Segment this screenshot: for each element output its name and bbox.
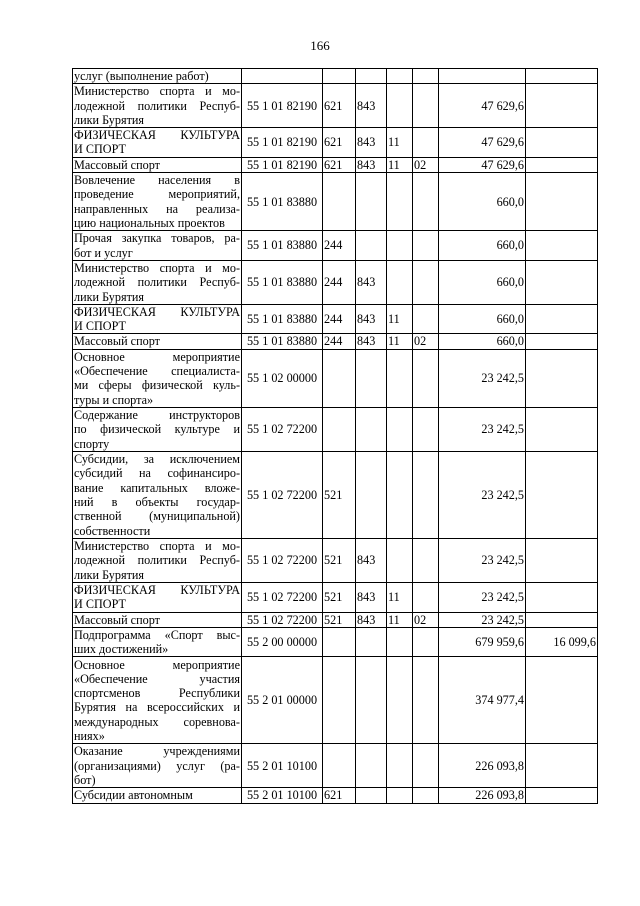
expense-type-cell — [323, 407, 356, 451]
row-name-line: ний в объекты государ- — [74, 494, 240, 509]
row-name-line: ФИЗИЧЕСКАЯ КУЛЬТУРА — [74, 582, 240, 597]
expense-type-cell: 244 — [323, 231, 356, 261]
page-number: 166 — [310, 38, 330, 53]
table-row — [73, 69, 598, 84]
ministry-code-cell: 843 — [356, 304, 387, 334]
row-name-line: Субсидии, за исключением — [74, 452, 240, 467]
ministry-code-cell: 843 — [356, 538, 387, 582]
section-cell — [387, 657, 413, 744]
subsection-cell — [413, 407, 439, 451]
expense-type-cell: 244 — [323, 260, 356, 304]
section-cell: 11 — [387, 334, 413, 349]
section-cell: 11 — [387, 304, 413, 334]
row-name-cell — [73, 788, 242, 803]
section-cell — [387, 173, 413, 231]
section-cell — [387, 627, 413, 657]
row-name-line: по физической культуре и — [74, 422, 240, 437]
row-name-cell — [73, 173, 242, 231]
subsection-cell — [413, 538, 439, 582]
section-cell — [387, 451, 413, 538]
row-name-line: Основное мероприятие — [74, 657, 240, 672]
target-article-cell: 55 1 02 72200 — [242, 407, 323, 451]
row-name-line: И СПОРТ — [74, 142, 126, 157]
expense-type-cell — [323, 349, 356, 407]
row-name-cell — [73, 744, 242, 788]
row-name-line: Оказание учреждениями — [74, 744, 240, 759]
amount-extra-cell — [526, 173, 598, 231]
amount-extra-cell — [526, 788, 598, 803]
table-row — [73, 157, 598, 172]
amount-extra-cell — [526, 407, 598, 451]
row-name-cell — [73, 627, 242, 657]
amount-extra-cell — [526, 128, 598, 158]
row-name-line: субсидий на софинансиро- — [74, 466, 240, 481]
budget-table-body — [73, 69, 598, 804]
table-row — [73, 538, 598, 582]
amount-extra-cell — [526, 657, 598, 744]
subsection-cell — [413, 260, 439, 304]
subsection-cell — [413, 788, 439, 803]
table-row — [73, 407, 598, 451]
subsection-cell — [413, 451, 439, 538]
row-name-line: ФИЗИЧЕСКАЯ КУЛЬТУРА — [74, 128, 240, 143]
amount-extra-cell — [526, 451, 598, 538]
target-article-cell — [242, 69, 323, 84]
table-row — [73, 260, 598, 304]
subsection-cell: 02 — [413, 157, 439, 172]
ministry-code-cell: 843 — [356, 157, 387, 172]
ministry-code-cell: 843 — [356, 612, 387, 627]
subsection-cell — [413, 657, 439, 744]
row-name-line: бот) — [74, 773, 96, 788]
table-row — [73, 304, 598, 334]
row-name-cell — [73, 657, 242, 744]
row-name-line: спортсменов Республики — [74, 686, 240, 701]
amount-cell — [439, 69, 526, 84]
amount-extra-cell — [526, 334, 598, 349]
amount-cell: 23 242,5 — [439, 451, 526, 538]
row-name-line: проведение мероприятий, — [74, 187, 240, 202]
row-name-line: Массовый спорт — [74, 334, 160, 349]
ministry-code-cell: 843 — [356, 260, 387, 304]
ministry-code-cell: 843 — [356, 84, 387, 128]
subsection-cell: 02 — [413, 334, 439, 349]
expense-type-cell: 621 — [323, 788, 356, 803]
row-name-line: Содержание инструкторов — [74, 407, 240, 422]
expense-type-cell — [323, 627, 356, 657]
row-name-line: ственной (муниципальной) — [74, 509, 240, 524]
section-cell — [387, 231, 413, 261]
expense-type-cell — [323, 173, 356, 231]
amount-cell: 23 242,5 — [439, 538, 526, 582]
ministry-code-cell — [356, 627, 387, 657]
amount-extra-cell — [526, 612, 598, 627]
expense-type-cell — [323, 657, 356, 744]
amount-extra-cell — [526, 69, 598, 84]
row-name-cell — [73, 69, 242, 84]
amount-cell: 23 242,5 — [439, 582, 526, 612]
section-cell — [387, 538, 413, 582]
table-row — [73, 627, 598, 657]
table-row — [73, 612, 598, 627]
section-cell: 11 — [387, 582, 413, 612]
amount-extra-cell — [526, 231, 598, 261]
ministry-code-cell — [356, 744, 387, 788]
target-article-cell: 55 1 01 82190 — [242, 157, 323, 172]
section-cell: 11 — [387, 128, 413, 158]
amount-extra-cell — [526, 84, 598, 128]
ministry-code-cell — [356, 349, 387, 407]
target-article-cell: 55 1 02 72200 — [242, 538, 323, 582]
ministry-code-cell — [356, 231, 387, 261]
amount-cell: 47 629,6 — [439, 128, 526, 158]
row-name-line: ми сферы физической куль- — [74, 378, 240, 393]
subsection-cell — [413, 84, 439, 128]
expense-type-cell: 621 — [323, 84, 356, 128]
table-row — [73, 657, 598, 744]
row-name-line: ФИЗИЧЕСКАЯ КУЛЬТУРА — [74, 304, 240, 319]
table-row — [73, 173, 598, 231]
target-article-cell: 55 1 01 83880 — [242, 231, 323, 261]
row-name-line: «Обеспечение участия — [74, 671, 240, 686]
row-name-line: И СПОРТ — [74, 597, 126, 612]
row-name-cell — [73, 451, 242, 538]
target-article-cell: 55 1 02 72200 — [242, 612, 323, 627]
row-name-cell — [73, 407, 242, 451]
row-name-line: Массовый спорт — [74, 157, 160, 172]
amount-cell: 660,0 — [439, 231, 526, 261]
subsection-cell — [413, 582, 439, 612]
row-name-cell — [73, 260, 242, 304]
row-name-line: лодежной политики Респуб- — [74, 553, 240, 568]
target-article-cell: 55 2 01 10100 — [242, 788, 323, 803]
amount-extra-cell — [526, 349, 598, 407]
subsection-cell — [413, 304, 439, 334]
target-article-cell: 55 1 02 72200 — [242, 582, 323, 612]
row-name-line: Субсидии автономным — [74, 788, 193, 803]
table-row — [73, 744, 598, 788]
target-article-cell: 55 1 01 83880 — [242, 260, 323, 304]
subsection-cell: 02 — [413, 612, 439, 627]
target-article-cell: 55 1 01 83880 — [242, 173, 323, 231]
expense-type-cell: 621 — [323, 157, 356, 172]
amount-cell: 47 629,6 — [439, 84, 526, 128]
table-row — [73, 788, 598, 803]
table-row — [73, 334, 598, 349]
row-name-cell — [73, 538, 242, 582]
row-name-line: «Обеспечение специалиста- — [74, 364, 240, 379]
table-row — [73, 582, 598, 612]
amount-cell: 374 977,4 — [439, 657, 526, 744]
row-name-line: ниях» — [74, 729, 105, 744]
subsection-cell — [413, 627, 439, 657]
row-name-line: (организациями) услуг (ра- — [74, 758, 240, 773]
target-article-cell: 55 2 00 00000 — [242, 627, 323, 657]
row-name-line: спорту — [74, 436, 110, 451]
expense-type-cell: 521 — [323, 451, 356, 538]
amount-cell: 23 242,5 — [439, 349, 526, 407]
subsection-cell — [413, 744, 439, 788]
amount-cell: 23 242,5 — [439, 612, 526, 627]
row-name-line: И СПОРТ — [74, 319, 126, 334]
ministry-code-cell — [356, 451, 387, 538]
ministry-code-cell — [356, 407, 387, 451]
section-cell — [387, 84, 413, 128]
target-article-cell: 55 1 01 82190 — [242, 128, 323, 158]
row-name-cell — [73, 349, 242, 407]
target-article-cell: 55 1 01 83880 — [242, 334, 323, 349]
subsection-cell — [413, 349, 439, 407]
target-article-cell: 55 1 01 82190 — [242, 84, 323, 128]
section-cell — [387, 349, 413, 407]
section-cell — [387, 407, 413, 451]
ministry-code-cell: 843 — [356, 582, 387, 612]
section-cell — [387, 69, 413, 84]
row-name-line: лики Бурятия — [74, 112, 145, 127]
expense-type-cell: 621 — [323, 128, 356, 158]
subsection-cell — [413, 69, 439, 84]
expense-type-cell: 244 — [323, 334, 356, 349]
row-name-cell — [73, 334, 242, 349]
target-article-cell: 55 1 01 83880 — [242, 304, 323, 334]
section-cell: 11 — [387, 157, 413, 172]
row-name-line: Министерство спорта и мо- — [74, 84, 240, 99]
amount-cell: 226 093,8 — [439, 744, 526, 788]
row-name-line: Министерство спорта и мо- — [74, 260, 240, 275]
amount-extra-cell — [526, 582, 598, 612]
row-name-line: бот и услуг — [74, 245, 133, 260]
row-name-line: туры и спорта» — [74, 392, 154, 407]
amount-extra-cell — [526, 538, 598, 582]
expense-type-cell: 244 — [323, 304, 356, 334]
row-name-cell — [73, 157, 242, 172]
row-name-line: Вовлечение населения в — [74, 173, 240, 188]
amount-cell: 47 629,6 — [439, 157, 526, 172]
row-name-line: направленных на реализа- — [74, 201, 240, 216]
ministry-code-cell — [356, 69, 387, 84]
row-name-cell — [73, 304, 242, 334]
row-name-line: Бурятия на всероссийских и — [74, 700, 240, 715]
row-name-cell — [73, 231, 242, 261]
expense-type-cell: 521 — [323, 538, 356, 582]
amount-cell: 660,0 — [439, 334, 526, 349]
section-cell — [387, 744, 413, 788]
row-name-line: Министерство спорта и мо- — [74, 538, 240, 553]
row-name-line: Прочая закупка товаров, ра- — [74, 231, 240, 246]
amount-extra-cell — [526, 260, 598, 304]
section-cell — [387, 788, 413, 803]
target-article-cell: 55 1 02 72200 — [242, 451, 323, 538]
table-row — [73, 128, 598, 158]
subsection-cell — [413, 128, 439, 158]
target-article-cell: 55 2 01 10100 — [242, 744, 323, 788]
row-name-line: цию национальных проектов — [74, 215, 225, 230]
table-row — [73, 451, 598, 538]
ministry-code-cell — [356, 173, 387, 231]
expense-type-cell — [323, 744, 356, 788]
target-article-cell: 55 1 02 00000 — [242, 349, 323, 407]
row-name-line: лики Бурятия — [74, 567, 145, 582]
amount-cell: 660,0 — [439, 260, 526, 304]
amount-extra-cell: 16 099,6 — [526, 627, 598, 657]
amount-cell: 679 959,6 — [439, 627, 526, 657]
row-name-line: лодежной политики Респуб- — [74, 275, 240, 290]
subsection-cell — [413, 173, 439, 231]
row-name-line: Основное мероприятие — [74, 349, 240, 364]
row-name-line: Массовый спорт — [74, 612, 160, 627]
row-name-line: ших достижений» — [74, 642, 169, 657]
row-name-cell — [73, 612, 242, 627]
budget-table — [72, 68, 598, 804]
amount-extra-cell — [526, 744, 598, 788]
row-name-cell — [73, 84, 242, 128]
amount-extra-cell — [526, 304, 598, 334]
section-cell: 11 — [387, 612, 413, 627]
row-name-cell — [73, 128, 242, 158]
target-article-cell: 55 2 01 00000 — [242, 657, 323, 744]
ministry-code-cell: 843 — [356, 128, 387, 158]
expense-type-cell — [323, 69, 356, 84]
table-row — [73, 84, 598, 128]
row-name-line: услуг (выполнение работ) — [74, 69, 209, 83]
ministry-code-cell — [356, 657, 387, 744]
amount-cell: 226 093,8 — [439, 788, 526, 803]
table-row — [73, 349, 598, 407]
section-cell — [387, 260, 413, 304]
row-name-cell — [73, 582, 242, 612]
row-name-line: вание капитальных вложе- — [74, 480, 240, 495]
ministry-code-cell: 843 — [356, 334, 387, 349]
row-name-line: лики Бурятия — [74, 289, 145, 304]
amount-cell: 660,0 — [439, 173, 526, 231]
table-row — [73, 231, 598, 261]
amount-cell: 23 242,5 — [439, 407, 526, 451]
amount-cell: 660,0 — [439, 304, 526, 334]
ministry-code-cell — [356, 788, 387, 803]
row-name-line: Подпрограмма «Спорт выс- — [74, 627, 240, 642]
expense-type-cell: 521 — [323, 612, 356, 627]
row-name-line: лодежной политики Респуб- — [74, 98, 240, 113]
amount-extra-cell — [526, 157, 598, 172]
subsection-cell — [413, 231, 439, 261]
row-name-line: собственности — [74, 523, 151, 538]
row-name-line: международных соревнова- — [74, 714, 240, 729]
expense-type-cell: 521 — [323, 582, 356, 612]
